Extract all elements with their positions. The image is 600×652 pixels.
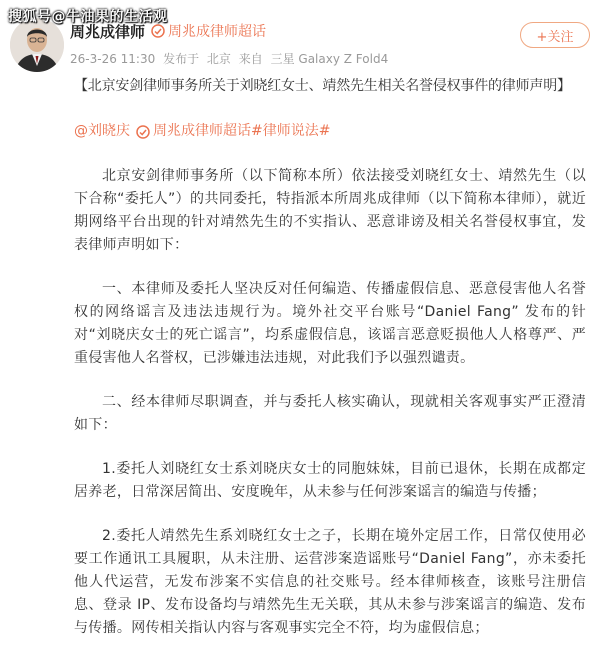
post-content xyxy=(74,76,586,640)
supertopic-link[interactable]: 周兆成律师超话 xyxy=(168,24,267,40)
mention-link[interactable]: @刘晓庆 xyxy=(74,123,130,139)
watermark: 搜狐号@牛油果的生活观 xyxy=(8,9,168,25)
follow-button[interactable]: +关注 xyxy=(520,22,590,48)
post-location: 北京 xyxy=(206,52,231,66)
post-header xyxy=(10,18,590,76)
paragraph: 北京安剑律师事务所（以下简称本所）依法接受刘晓红女士、靖然先生（以下合称“委托人”）的共同委托，特指派本所周兆成律师（以下简称本律师），就近期网络平台出现的针对靖然先生的不实指认、恶意诽谤及相关名誉侵权事宜，发表律师声明如下： xyxy=(74,168,586,253)
tags-line xyxy=(74,120,586,143)
post-meta xyxy=(70,50,392,67)
hashtag-link[interactable]: #律师说法# xyxy=(251,123,331,139)
post-title: 【北京安剑律师事务所关于刘晓红女士、靖然先生相关名誉侵权事件的律师声明】 xyxy=(74,78,571,94)
posted-to-label: 发布于 xyxy=(163,52,200,66)
supertopic-tag-link[interactable]: 周兆成律师超话 xyxy=(153,123,251,139)
post-timestamp: 26-3-26 11:30 xyxy=(70,52,156,66)
paragraph: 1.委托人刘晓红女士系刘晓庆女士的同胞妹妹，目前已退休，长期在成都定居养老，日常深居简出、安度晚年，从未参与任何涉案谣言的编造与传播； xyxy=(74,461,586,500)
source-label: 来自 xyxy=(238,52,263,66)
author-name[interactable]: 周兆成律师 xyxy=(70,22,146,41)
paragraph: 二、经本律师尽职调查，并与委托人核实确认，现就相关客观事实严正澄清如下： xyxy=(74,394,586,433)
paragraph: 2.委托人靖然先生系刘晓红女士之子，长期在境外定居工作，日常仅使用必要工作通讯工具履职，从未注册、运营涉案造谣账号“Daniel Fang”，亦未委托他人代运营，无发布涉案不实信息的社交账号。经本律师核查，该账号注册信息、登录 IP、发布设备均与靖然先生无关联，其从未参与涉案谣言的编造、发布与传播。网传相关指认内容与客观事实完全不符，均为虚假信息； xyxy=(74,528,586,636)
post-device: 三星 Galaxy Z Fold4 xyxy=(270,52,389,66)
supertopic-badge-icon xyxy=(136,125,150,139)
lawyer-badge-icon xyxy=(151,24,165,38)
avatar[interactable] xyxy=(10,18,64,72)
paragraph: 一、本律师及委托人坚决反对任何编造、传播虚假信息、恶意侵害他人名誉权的网络谣言及违法违规行为。境外社交平台账号“Daniel Fang” 发布的针对“刘晓庆女士的死亡谣言”，均系虚假信息，该谣言恶意贬损他人人格尊严、严重侵害他人名誉权，已涉嫌违法违规，对此我们予以强烈谴责。 xyxy=(74,281,586,366)
